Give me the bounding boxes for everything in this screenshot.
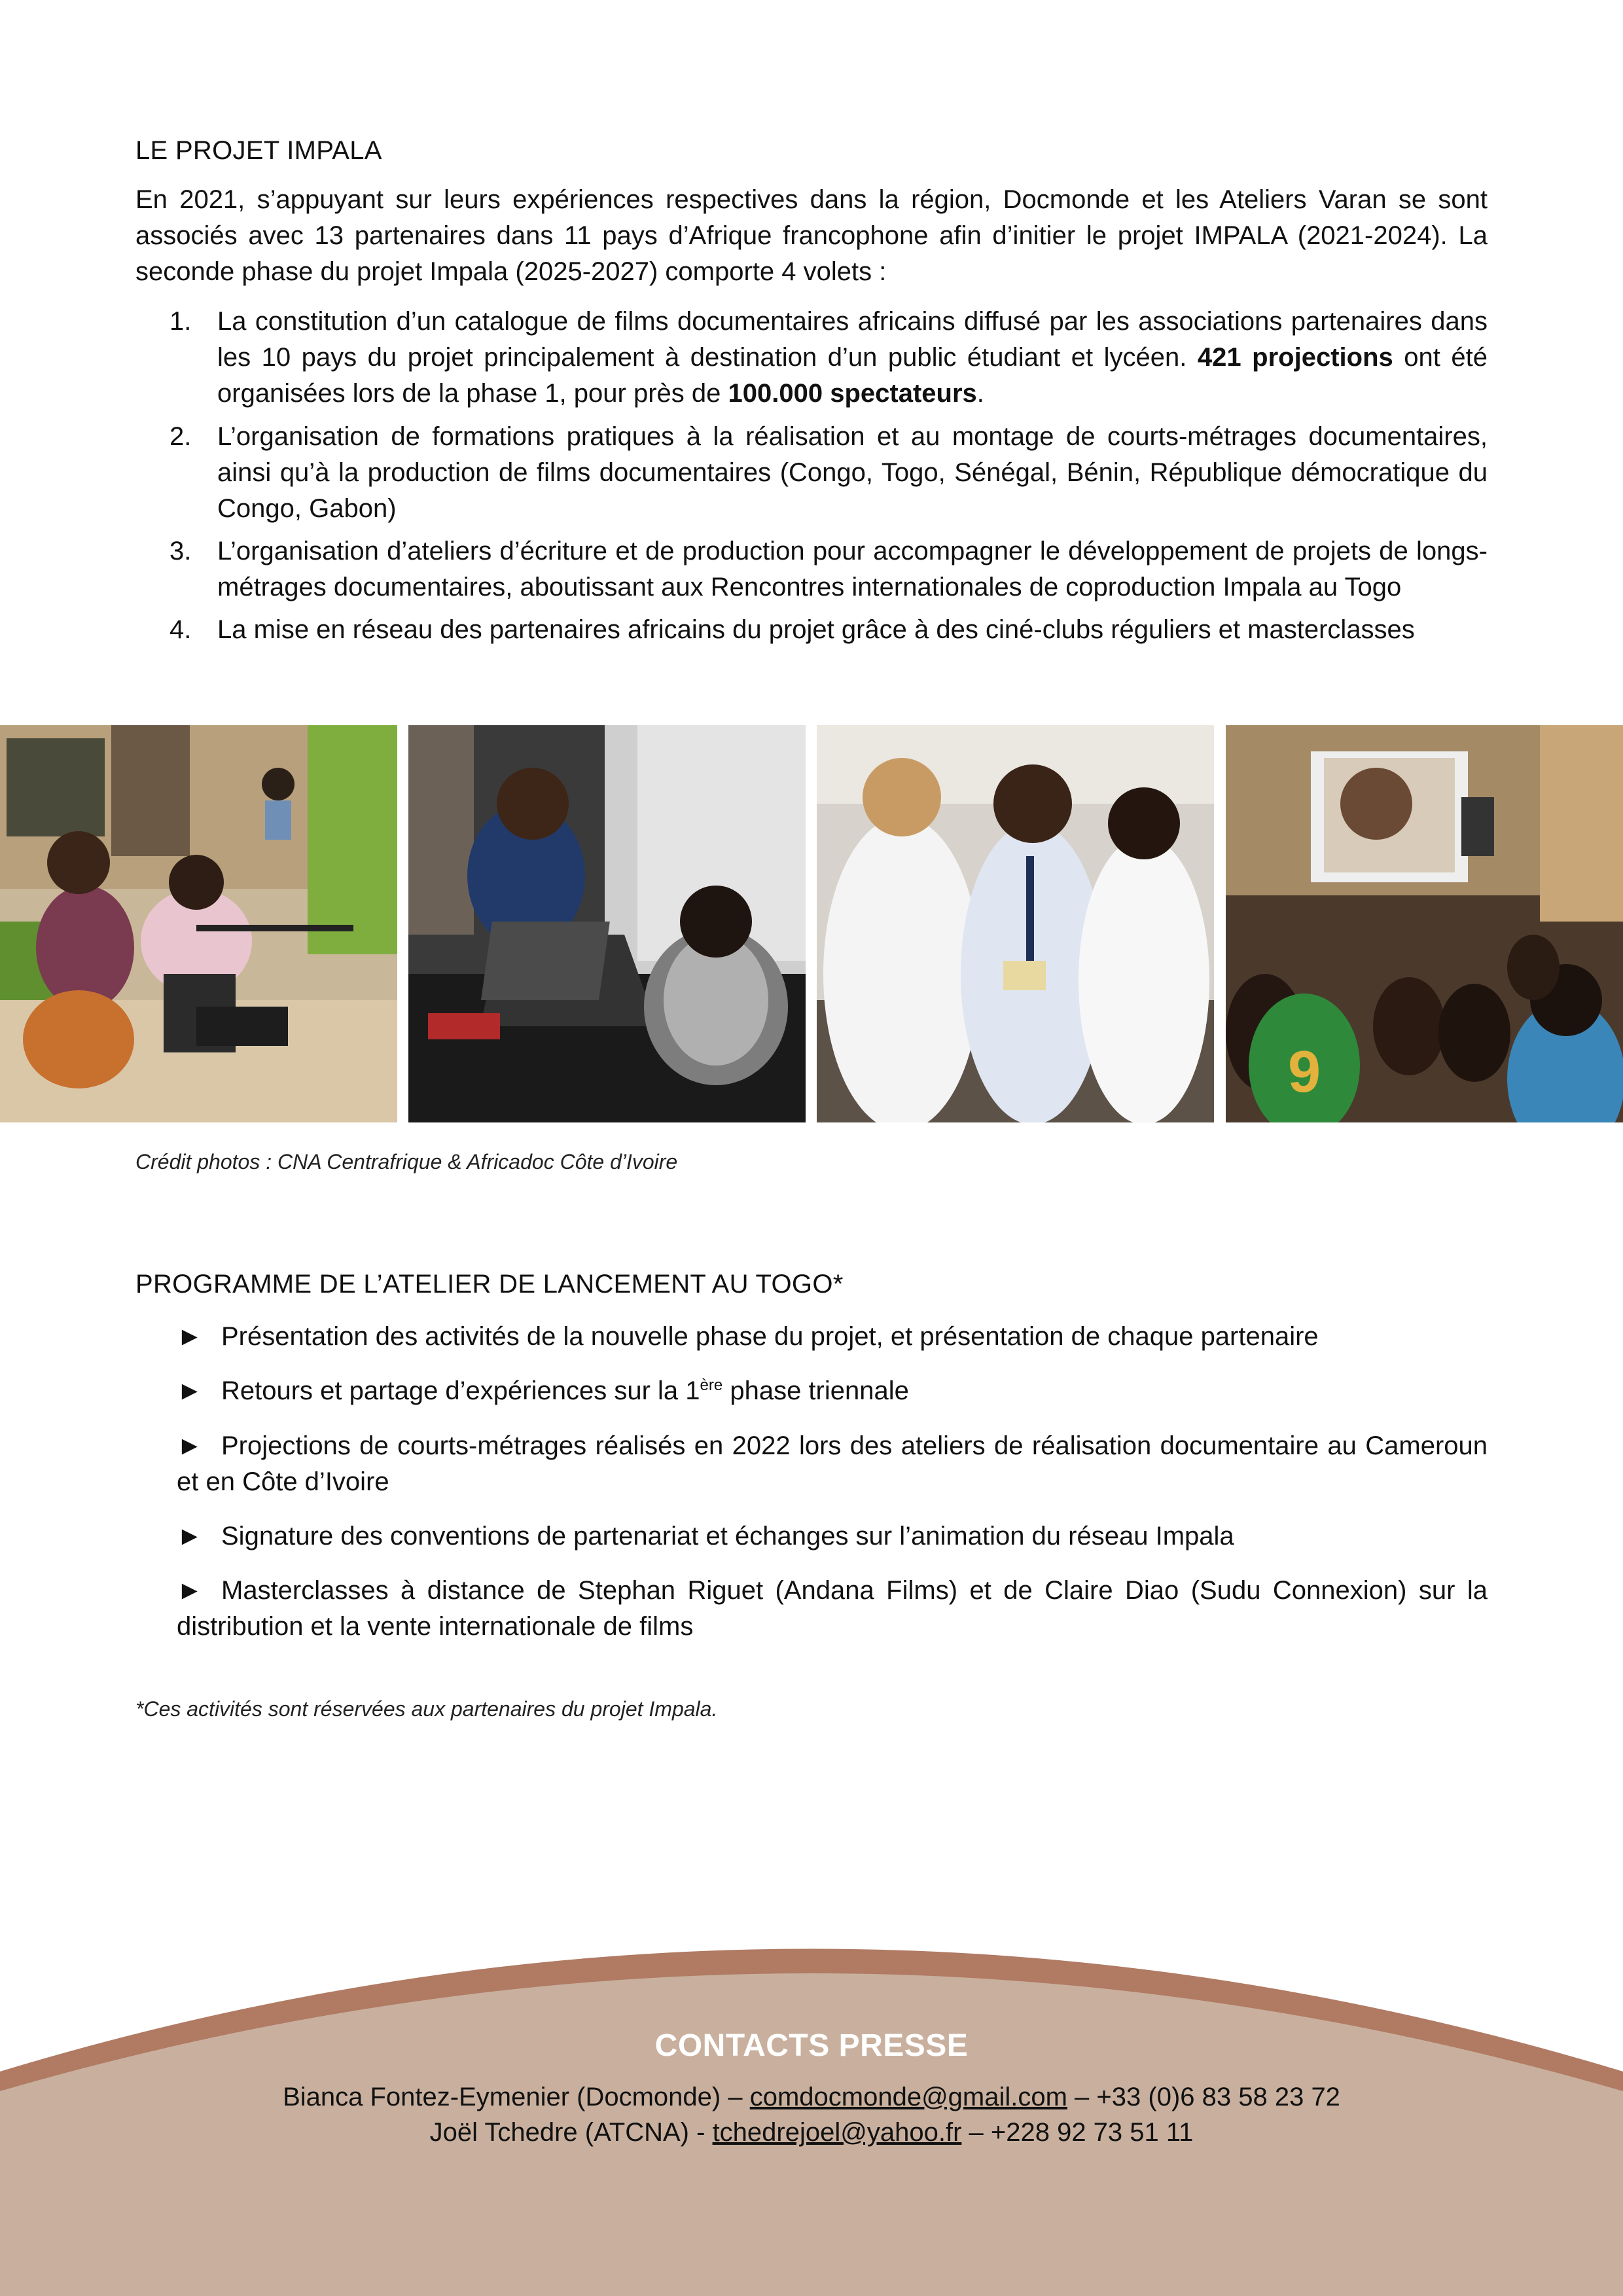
arrow-right-icon: ► (177, 1522, 203, 1551)
list-text: La constitution d’un catalogue de films documentaires africains diffusé par les associations partenaires dans les 10 pays du projet principalement à destination d’un public étudiant et lycéen. 421 projections ont été organisées lors de la phase 1, pour près de 100.000 spectateurs. (217, 307, 1488, 408)
photo-strip (0, 725, 1623, 1122)
arrow-right-icon: ► (177, 1576, 203, 1605)
list-text: L’organisation d’ateliers d’écriture et de production pour accompagner le développement de projets de longs-métrages documentaires, aboutissant aux Rencontres internationales de coproduction Impala au Togo (217, 537, 1488, 601)
footnote: *Ces activités sont réservées aux partenaires du projet Impala. (135, 1697, 718, 1721)
programme-item: ► Masterclasses à distance de Stephan Riguet (Andana Films) et de Claire Diao (Sudu Connexion) sur la distribution et la vente internationale de films (177, 1573, 1488, 1645)
programme-item: ► Présentation des activités de la nouvelle phase du projet, et présentation de chaque partenaire (177, 1319, 1488, 1355)
photo-workshop-laptop (408, 725, 806, 1122)
arrow-right-icon: ► (177, 1322, 203, 1351)
list-number: 4. (169, 615, 192, 644)
list-text: La mise en réseau des partenaires africains du projet grâce à des ciné-clubs réguliers et masterclasses (217, 615, 1415, 644)
list-number: 1. (169, 307, 192, 336)
contacts-title: CONTACTS PRESSE (654, 2028, 969, 2063)
section-title-projet-impala: LE PROJET IMPALA (135, 136, 382, 165)
email-link-docmonde[interactable]: comdocmonde@gmail.com (749, 2083, 1067, 2111)
projections-count: 421 projections (1197, 343, 1393, 372)
programme-item: ► Signature des conventions de partenariat et échanges sur l’animation du réseau Impala (177, 1518, 1488, 1554)
arrow-right-icon: ► (177, 1431, 203, 1460)
list-number: 2. (169, 422, 192, 451)
list-text: L’organisation de formations pratiques à la réalisation et au montage de courts-métrages documentaires, ainsi qu’à la production de films documentaires (Congo, Togo, Sénégal, Bénin, République démocratique du Congo, Gabon) (217, 422, 1488, 523)
programme-item: ► Retours et partage d’expériences sur la 1ère phase triennale (177, 1373, 1488, 1409)
svg-text:9: 9 (1288, 1039, 1321, 1105)
photo-filming-outdoors (0, 725, 397, 1122)
photo-handshake-event (817, 725, 1214, 1122)
arrow-right-icon: ► (177, 1376, 203, 1405)
programme-item: ► Projections de courts-métrages réalisés en 2022 lors des ateliers de réalisation documentaire au Cameroun et en Côte d’Ivoire (177, 1428, 1488, 1500)
photo-credit: Crédit photos : CNA Centrafrique & Africadoc Côte d’Ivoire (135, 1150, 678, 1174)
intro-paragraph: En 2021, s’appuyant sur leurs expériences respectives dans la région, Docmonde et les Ateliers Varan se sont associés avec 13 partenaires dans 11 pays d’Afrique francophone afin d’initier le projet IMPALA (2021-2024). La seconde phase du projet Impala (2025-2027) comporte 4 volets : (135, 185, 1488, 286)
spectators-count: 100.000 spectateurs (728, 379, 977, 408)
email-link-atcna[interactable]: tchedrejoel@yahoo.fr (712, 2118, 962, 2147)
contact-docmonde: Bianca Fontez-Eymenier (Docmonde) – comdocmonde@gmail.com – +33 (0)6 83 58 23 72 (283, 2083, 1340, 2111)
contact-atcna: Joël Tchedre (ATCNA) - tchedrejoel@yahoo.fr – +228 92 73 51 11 (429, 2118, 1194, 2147)
photo-screening-audience (1226, 725, 1623, 1122)
section-title-programme: PROGRAMME DE L’ATELIER DE LANCEMENT AU TOGO* (135, 1270, 844, 1299)
list-number: 3. (169, 537, 192, 565)
